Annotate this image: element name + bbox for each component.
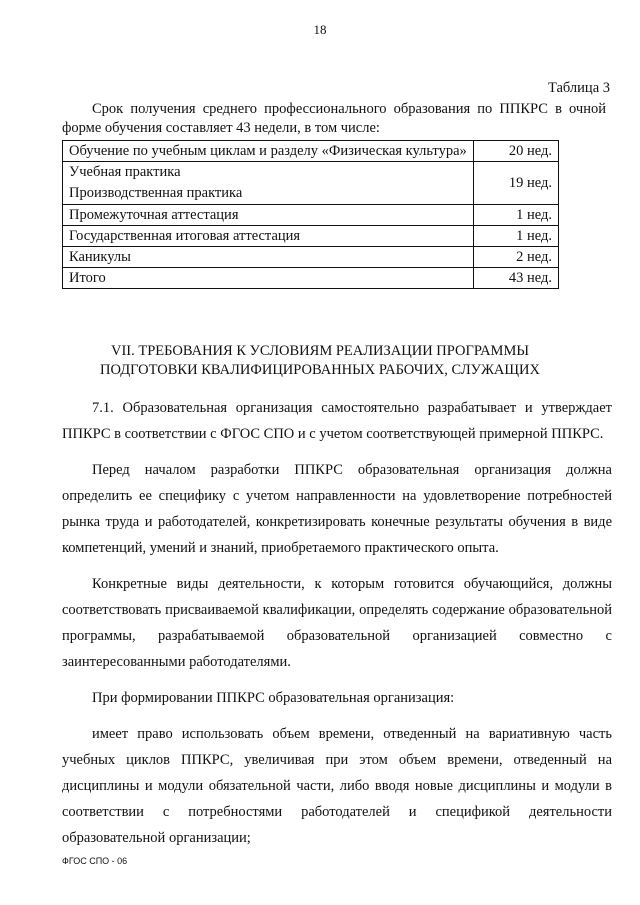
table-row-total [63, 268, 559, 289]
intro-text: Срок получения среднего профессионального образования по ППКРС в очной форме обучения составляет 43 недели, в том числе: [62, 101, 606, 136]
table-cell-value: 1 нед. [474, 226, 559, 247]
page-number: 18 [313, 22, 327, 37]
table-cell-label [63, 162, 474, 205]
table-cell-value: 43 нед. [474, 268, 559, 289]
section-heading-line: ПОДГОТОВКИ КВАЛИФИЦИРОВАННЫХ РАБОЧИХ, СЛУЖАЩИХ [100, 362, 540, 378]
footer-label: ФГОС СПО - 06 [62, 856, 128, 866]
table-cell-label-part: Учебная практика [69, 164, 181, 180]
table-row [63, 205, 559, 226]
table-row [63, 247, 559, 268]
section-heading-line: VII. ТРЕБОВАНИЯ К УСЛОВИЯМ РЕАЛИЗАЦИИ ПРОГРАММЫ [111, 343, 529, 359]
paragraph: Перед началом разработки ППКРС образовательная организация должна определить ее специфику с учетом направленности на удовлетворение потребностей рынка труда и работодателей, конкретизировать конечные результаты обучения в виде компетенций, умений и знаний, приобретаемого практического опыта. [62, 462, 612, 556]
paragraph: Конкретные виды деятельности, к которым готовится обучающийся, должны соответствовать присваиваемой квалификации, определять содержание образовательной программы, разрабатываемой образовательной организацией совместно с заинтересованными работодателями. [62, 576, 612, 670]
table-cell-label: Государственная итоговая аттестация [63, 226, 474, 247]
table-cell-label: Итого [63, 268, 474, 289]
table-row [63, 226, 559, 247]
table-cell-label: Обучение по учебным циклам и разделу «Физическая культура» [63, 141, 474, 162]
body-text [62, 395, 612, 861]
table-cell-value: 19 нед. [474, 162, 559, 205]
study-terms-table [62, 140, 559, 289]
paragraph: 7.1. Образовательная организация самостоятельно разрабатывает и утверждает ППКРС в соответствии с ФГОС СПО и с учетом соответствующей примерной ППКРС. [62, 400, 612, 442]
paragraph: При формировании ППКРС образовательная организация: [92, 690, 455, 706]
table-cell-value: 20 нед. [474, 141, 559, 162]
section-heading [30, 342, 610, 380]
table-cell-label: Каникулы [63, 247, 474, 268]
table-cell-label: Промежуточная аттестация [63, 205, 474, 226]
table-cell-value: 1 нед. [474, 205, 559, 226]
table-caption: Таблица 3 [547, 80, 610, 96]
paragraph: имеет право использовать объем времени, отведенный на вариативную часть учебных циклов ППКРС, увеличивая при этом объем времени, отведенный на дисциплины и модули обязательной части, либо вводя новые дисциплины и модули в соответствии с потребностями работодателей и спецификой деятельности образовательной организации; [62, 726, 612, 846]
table-row [63, 141, 559, 162]
table-cell-value: 2 нед. [474, 247, 559, 268]
table-cell-label-part: Производственная практика [69, 185, 243, 201]
table-row [63, 162, 559, 205]
